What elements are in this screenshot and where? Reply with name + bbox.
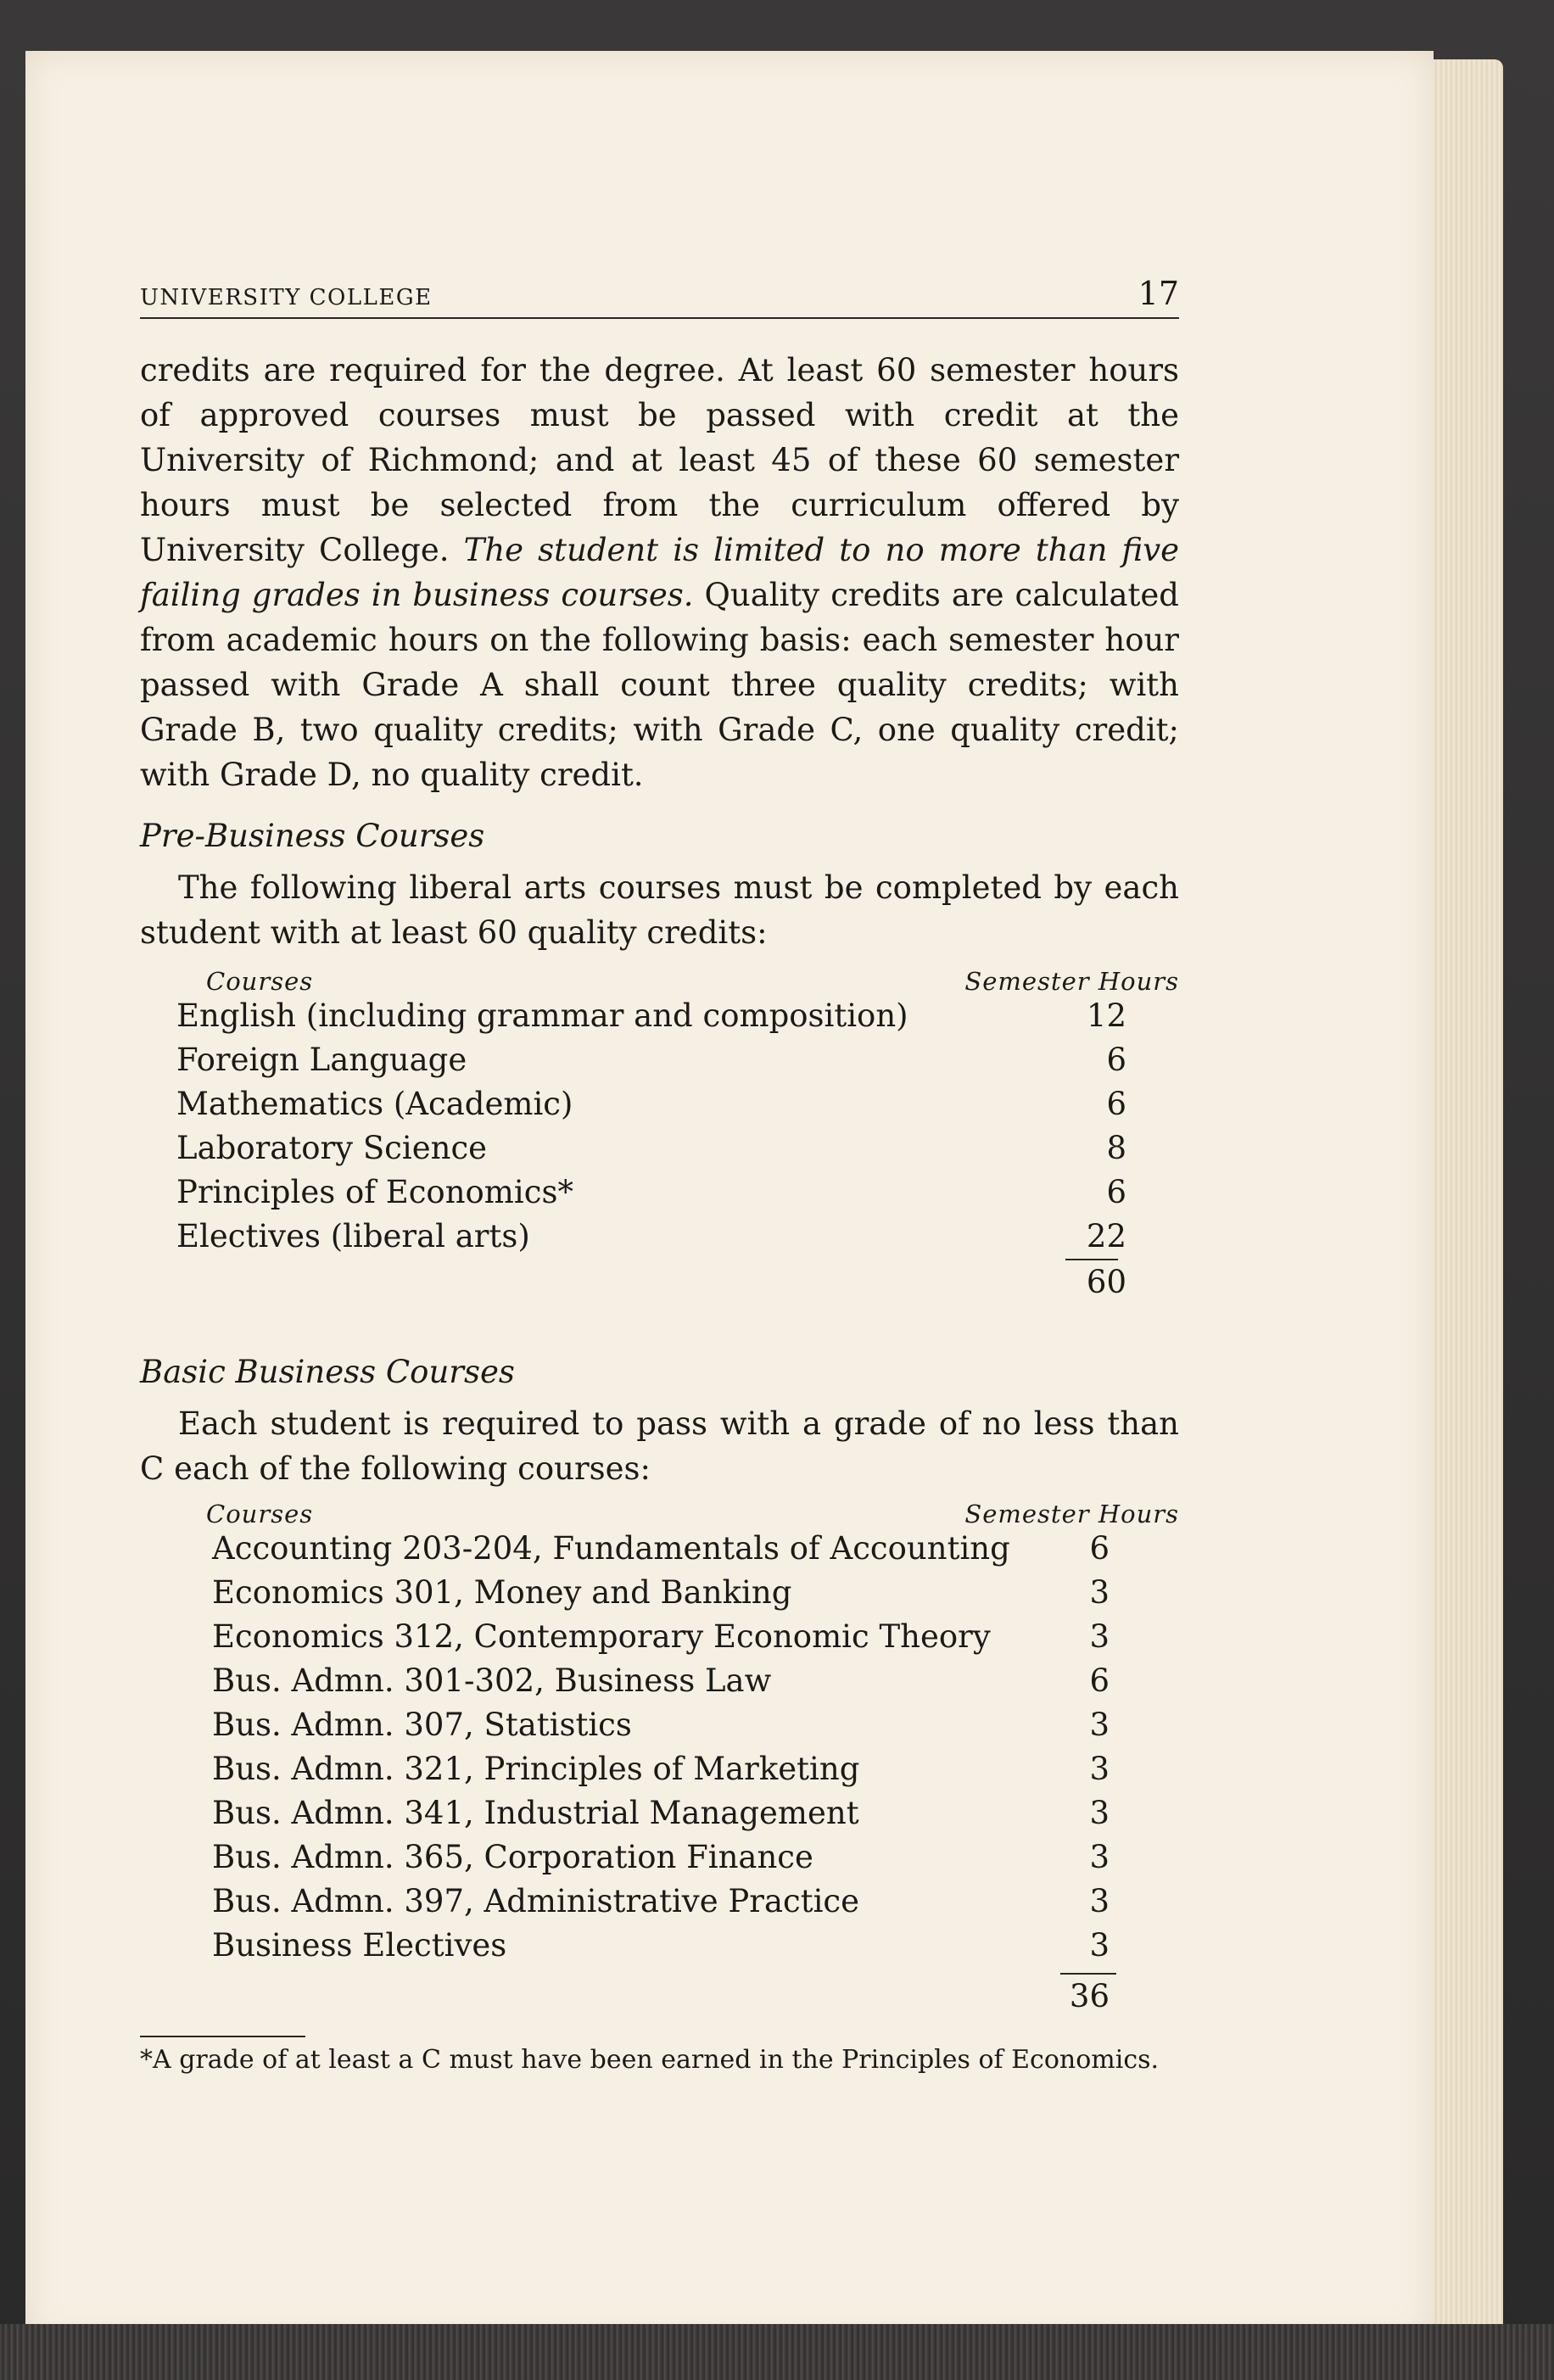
course-name: Mathematics (Academic) — [176, 1086, 573, 1122]
course-name: Laboratory Science — [176, 1130, 488, 1166]
course-name: Bus. Admn. 341, Industrial Management — [212, 1795, 859, 1831]
pre-business-intro: The following liberal arts courses must be completed by each student with at least 60 quality credits: — [140, 869, 1179, 951]
running-head — [140, 273, 1179, 319]
course-hours: 3 — [1089, 1883, 1110, 1919]
table-row — [212, 1924, 1110, 1968]
basic-business-intro: Each student is required to pass with a grade of no less than C each of the following courses: — [140, 1405, 1179, 1487]
table-row — [176, 994, 1126, 1038]
footnote: *A grade of at least a C must have been earned in the Principles of Economics. — [140, 2045, 1160, 2075]
course-hours: 6 — [1106, 1174, 1126, 1210]
table-row — [212, 1659, 1110, 1703]
course-name: Accounting 203-204, Fundamentals of Accounting — [212, 1530, 1010, 1567]
table-row — [176, 1170, 1126, 1215]
basic-business-col-courses: Courses — [206, 1500, 314, 1528]
course-name: Bus. Admn. 307, Statistics — [212, 1707, 632, 1743]
running-head-title: UNIVERSITY COLLEGE — [140, 285, 433, 310]
course-name: Business Electives — [212, 1927, 507, 1964]
course-name: Electives (liberal arts) — [176, 1218, 530, 1254]
course-hours: 3 — [1089, 1795, 1110, 1831]
table-row — [212, 1791, 1110, 1835]
course-name: Principles of Economics* — [176, 1174, 573, 1210]
pre-business-heading: Pre-Business Courses — [140, 818, 485, 854]
course-hours: 6 — [1089, 1530, 1110, 1567]
table-row — [212, 1703, 1110, 1747]
table-row — [212, 1880, 1110, 1924]
course-hours: 6 — [1089, 1662, 1110, 1699]
opening-paragraph — [140, 348, 1179, 797]
table-row — [212, 1615, 1110, 1659]
pre-business-sum-rule — [1065, 1259, 1118, 1260]
table-row — [212, 1571, 1110, 1615]
course-hours: 3 — [1089, 1707, 1110, 1743]
course-hours: 8 — [1106, 1130, 1126, 1166]
course-name: Bus. Admn. 321, Principles of Marketing — [212, 1751, 860, 1787]
course-hours: 3 — [1089, 1839, 1110, 1875]
course-hours: 22 — [1086, 1218, 1126, 1254]
course-hours: 3 — [1089, 1927, 1110, 1964]
basic-business-total: 36 — [1069, 1978, 1110, 2014]
table-row — [176, 1038, 1126, 1082]
course-hours: 6 — [1106, 1042, 1126, 1078]
course-name: Economics 312, Contemporary Economic Theory — [212, 1618, 991, 1655]
basic-business-sum-rule — [1060, 1973, 1116, 1975]
table-row — [176, 1215, 1126, 1259]
paragraph-text: credits are required for the degree. At least 60 semester hours of approved courses must be passed with credit at the University of Richmond; and at least 45 of these 60 semester hours must be selected from the curriculum offered by University College. — [140, 352, 1179, 568]
footnote-rule — [140, 2036, 305, 2037]
course-name: Foreign Language — [176, 1042, 467, 1078]
pre-business-total: 60 — [1086, 1264, 1126, 1300]
basic-business-heading: Basic Business Courses — [140, 1354, 515, 1390]
course-hours: 12 — [1086, 997, 1126, 1034]
course-hours: 3 — [1089, 1751, 1110, 1787]
pre-business-col-courses: Courses — [206, 967, 314, 996]
course-name: Bus. Admn. 365, Corporation Finance — [212, 1839, 813, 1875]
table-row — [176, 1082, 1126, 1126]
course-hours: 3 — [1089, 1618, 1110, 1655]
course-name: English (including grammar and composition) — [176, 997, 908, 1034]
basic-business-col-hours: Semester Hours — [964, 1500, 1179, 1528]
table-row — [212, 1835, 1110, 1880]
table-row — [212, 1747, 1110, 1791]
course-name: Bus. Admn. 397, Administrative Practice — [212, 1883, 860, 1919]
course-hours: 6 — [1106, 1086, 1126, 1122]
pre-business-col-hours: Semester Hours — [964, 967, 1179, 996]
page-bottom-edge — [0, 2324, 1554, 2380]
paragraph-text-continued: Quality credits are calculated from academic hours on the following basis: each semester hour passed with Grade A shall count three quality credits; with Grade B, two quality credits; with Grade C, one quality credit; with Grade D, no quality credit. — [140, 577, 1179, 793]
paragraph-italic-text: The student is limited to no more than five failing grades in business courses. — [140, 532, 1179, 613]
table-row — [212, 1527, 1110, 1571]
table-row — [176, 1126, 1126, 1170]
page-number: 17 — [1138, 275, 1179, 312]
course-hours: 3 — [1089, 1574, 1110, 1611]
course-name: Bus. Admn. 301-302, Business Law — [212, 1662, 772, 1699]
course-name: Economics 301, Money and Banking — [212, 1574, 792, 1611]
